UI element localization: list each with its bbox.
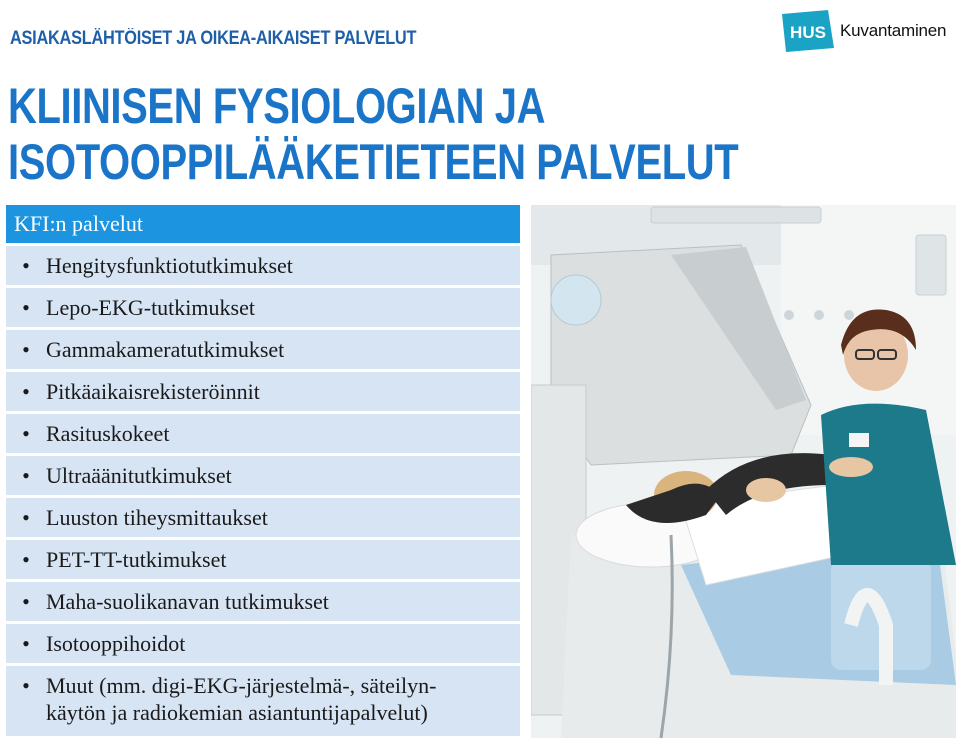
list-item-text: Ultraäänitutkimukset [46,463,232,488]
list-item-line-2: käytön ja radiokemian asiantuntijapalvelut) [46,700,428,725]
medical-scanner-photo [531,205,956,738]
list-item-text: Pitkäaikaisrekisteröinnit [46,379,260,404]
list-item [6,288,520,327]
logo-badge-text: HUS [790,23,826,42]
list-item [6,624,520,663]
list-item-text: Isotooppihoidot [46,631,186,656]
list-item [6,582,520,621]
list-item [6,372,520,411]
services-panel [6,205,520,739]
bullet-icon: • [22,421,30,446]
list-item [6,498,520,537]
hus-logo [782,8,946,54]
list-item-text: Rasituskokeet [46,421,170,446]
list-item [6,414,520,453]
list-item-text: Gammakameratutkimukset [46,337,285,362]
page-title [8,78,739,190]
logo-name: Kuvantaminen [840,21,947,40]
bullet-icon: • [22,631,30,656]
services-heading: KFI:n palvelut [6,205,520,243]
list-item-line-1: Muut (mm. digi-EKG-järjestelmä-, säteilyn- [46,673,437,698]
list-item [6,666,520,736]
list-item-text: Luuston tiheysmittaukset [46,505,268,530]
title-line-1: KLIINISEN FYSIOLOGIAN JA [8,78,546,134]
list-item [6,456,520,495]
list-item [6,246,520,285]
bullet-icon: • [22,505,30,530]
scanner-photo-illustration-icon [531,205,956,738]
list-item [6,330,520,369]
bullet-icon: • [22,463,30,488]
list-item-text: Lepo-EKG-tutkimukset [46,295,255,320]
bullet-icon: • [22,547,30,572]
list-item-text: PET-TT-tutkimukset [46,547,227,572]
bullet-icon: • [22,337,30,362]
bullet-icon: • [22,253,30,278]
hus-logo-badge-icon [782,10,834,52]
bullet-icon: • [22,673,30,698]
title-line-2: ISOTOOPPILÄÄKETIETEEN PALVELUT [8,134,739,190]
list-item-text: Maha-suolikanavan tutkimukset [46,589,329,614]
list-item [6,540,520,579]
list-item-text [46,672,520,726]
bullet-icon: • [22,295,30,320]
bullet-icon: • [22,379,30,404]
bullet-icon: • [22,589,30,614]
list-item-text: Hengitysfunktiotutkimukset [46,253,293,278]
slide-kicker: ASIAKASLÄHTÖISET JA OIKEA-AIKAISET PALVELUT [10,28,417,49]
